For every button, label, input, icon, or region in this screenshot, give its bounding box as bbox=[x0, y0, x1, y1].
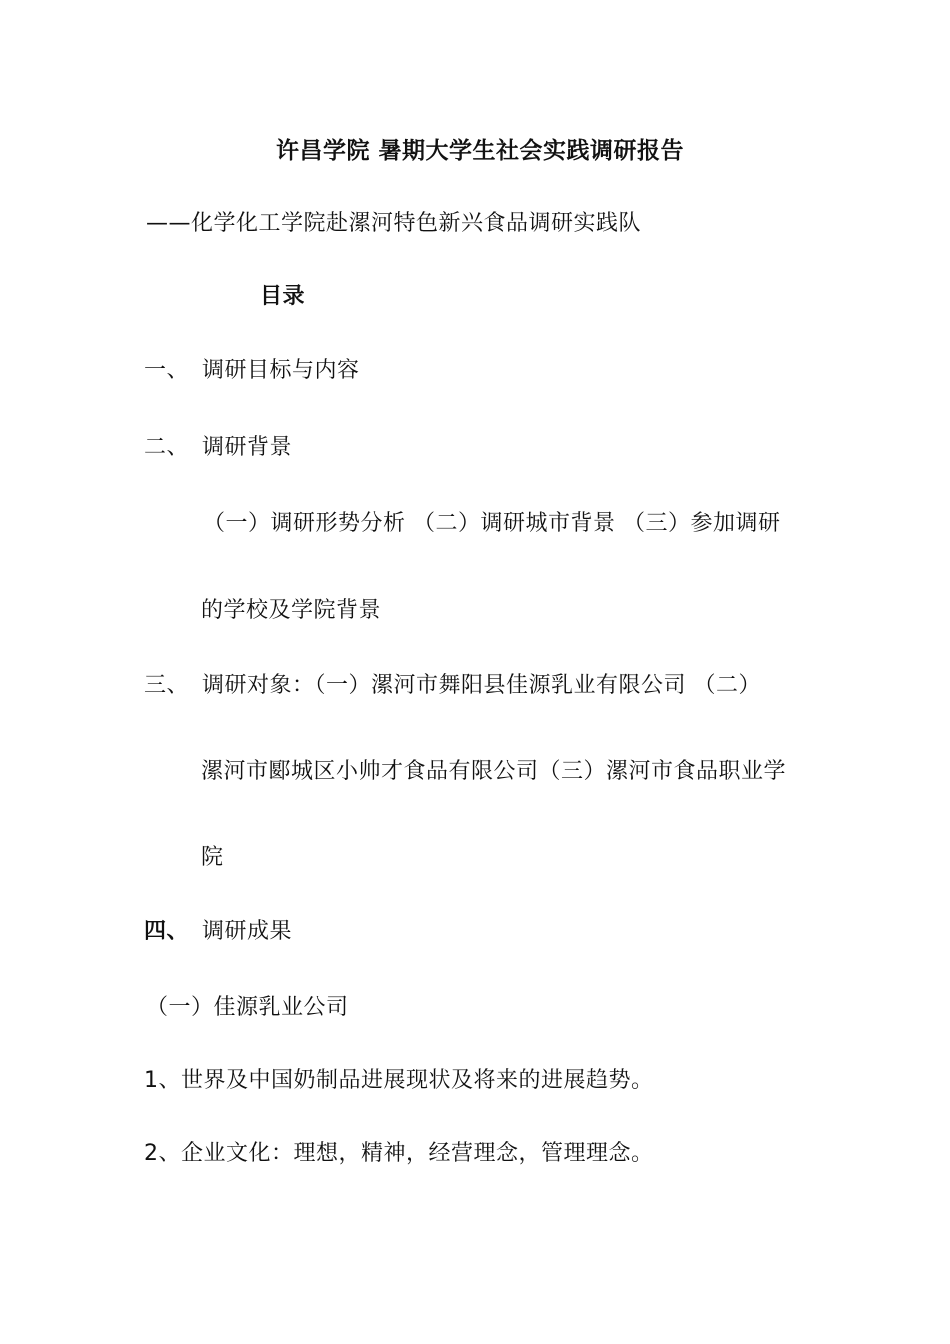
list-item-1: 1、世界及中国奶制品进展现状及将来的进展趋势。 bbox=[144, 1068, 654, 1093]
list-item-2: 2、企业文化：理想，精神，经营理念，管理理念。 bbox=[144, 1141, 654, 1166]
section-1-text: 调研目标与内容 bbox=[202, 358, 360, 383]
section-2-text: 调研背景 bbox=[202, 435, 293, 460]
toc-section-3 bbox=[144, 671, 761, 701]
report-subtitle: ——化学化工学院赴漯河特色新兴食品调研实践队 bbox=[146, 211, 642, 236]
section-4-number: 四、 bbox=[144, 919, 190, 944]
toc-heading: 目录 bbox=[260, 284, 306, 309]
report-title: 许昌学院 暑期大学生社会实践调研报告 bbox=[276, 138, 685, 164]
section-3-line-2: 漯河市郾城区小帅才食品有限公司（三）漯河市食品职业学 bbox=[201, 759, 787, 784]
toc-section-4 bbox=[144, 917, 292, 947]
section-3-number: 三、 bbox=[144, 673, 190, 698]
subsection-company: （一）佳源乳业公司 bbox=[146, 995, 349, 1020]
section-2-subitems-line-2: 的学校及学院背景 bbox=[201, 598, 382, 623]
toc-section-2 bbox=[144, 433, 292, 463]
section-2-subitems-line-1: （一）调研形势分析 （二）调研城市背景 （三）参加调研 bbox=[203, 511, 781, 536]
section-3-text: 调研对象：（一）漯河市舞阳县佳源乳业有限公司 （二） bbox=[202, 673, 761, 698]
section-4-text: 调研成果 bbox=[202, 919, 293, 944]
section-2-number: 二、 bbox=[144, 435, 190, 460]
section-1-number: 一、 bbox=[144, 358, 190, 383]
section-3-line-3: 院 bbox=[201, 845, 224, 870]
toc-section-1 bbox=[144, 356, 360, 386]
